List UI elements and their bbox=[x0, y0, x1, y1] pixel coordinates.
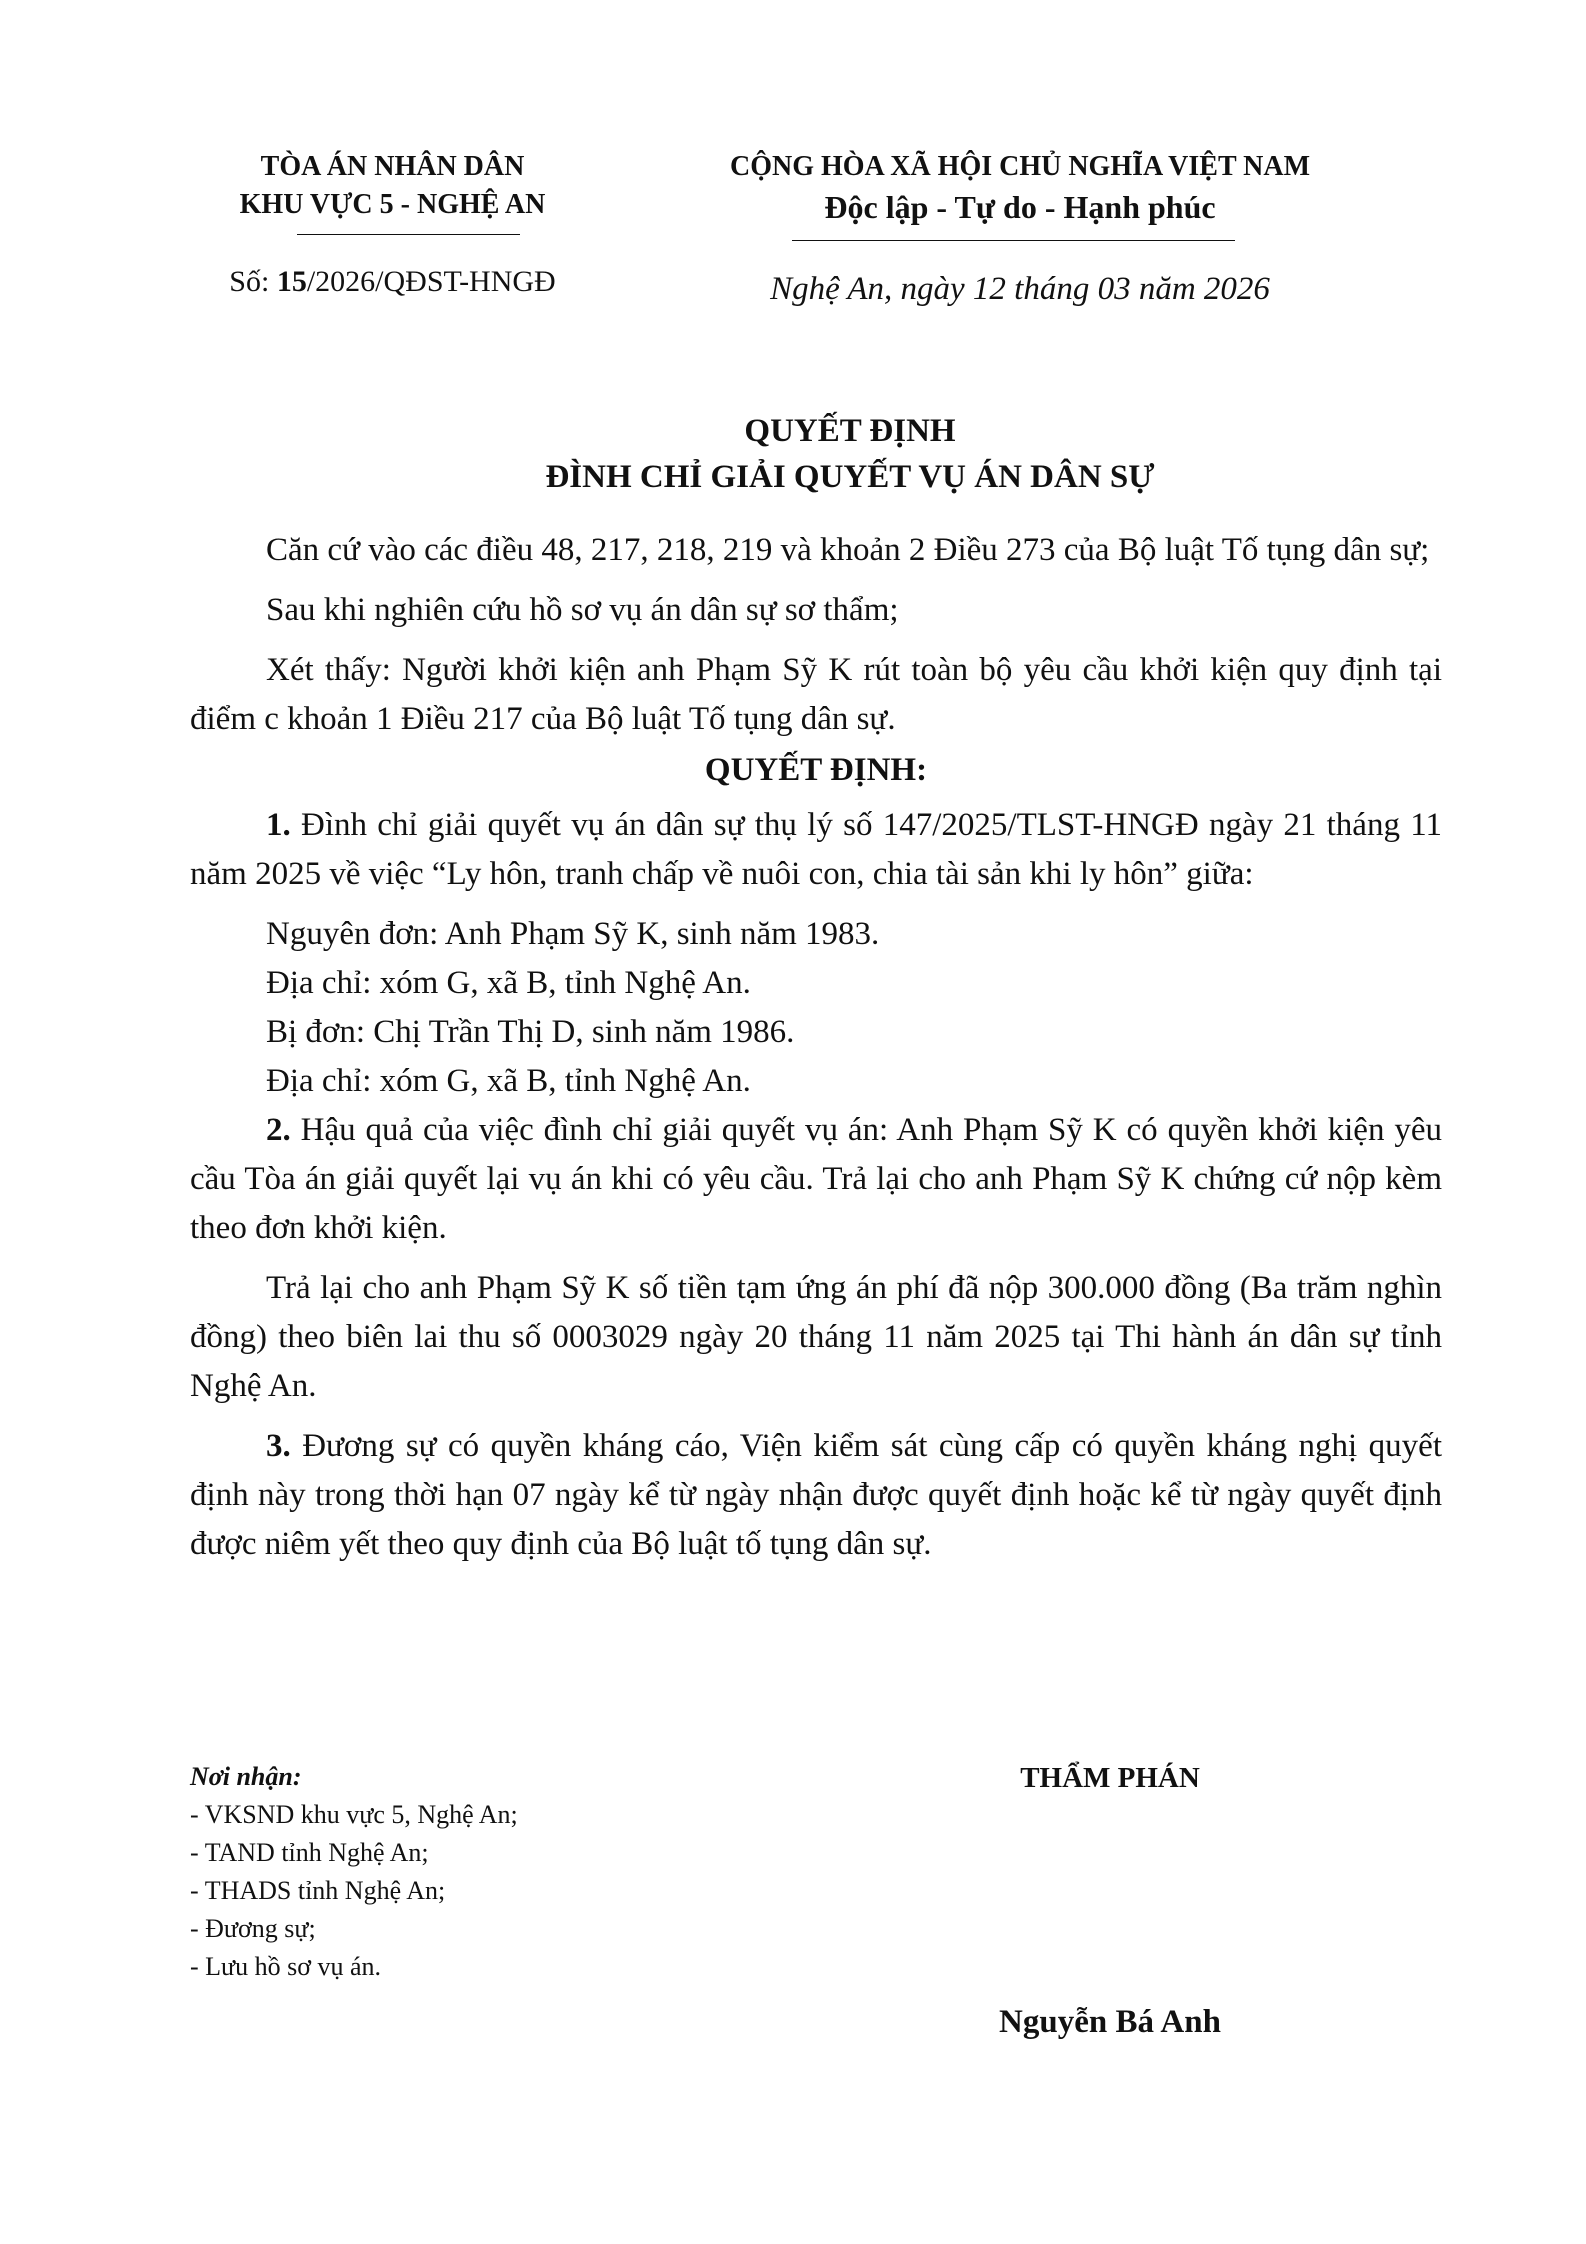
defendant-address: Địa chỉ: xóm G, xã B, tỉnh Nghệ An. bbox=[266, 1063, 751, 1099]
decision-heading: QUYẾT ĐỊNH: bbox=[704, 752, 928, 788]
item-3-number: 3. bbox=[266, 1428, 291, 1464]
national-motto: Độc lập - Tự do - Hạnh phúc bbox=[824, 189, 1216, 225]
review-paragraph: Sau khi nghiên cứu hồ sơ vụ án dân sự sơ thẩm; bbox=[266, 592, 899, 628]
court-underline bbox=[297, 234, 520, 235]
recipient-item: - THADS tỉnh Nghệ An; bbox=[190, 1876, 446, 1905]
refund-paragraph: Trả lại cho anh Phạm Sỹ K số tiền tạm ứng án phí đã nộp 300.000 đồng (Ba trăm nghìn đồng) theo biên lai thu số 0003029 ngày 20 tháng 11 năm 2025 tại Thi hành án dân sự tỉnh Nghệ An. bbox=[190, 1270, 1442, 1404]
document-title bbox=[180, 408, 1520, 500]
title-line2: ĐÌNH CHỈ GIẢI QUYẾT VỤ ÁN DÂN SỰ bbox=[545, 459, 1155, 495]
decision-item-1 bbox=[190, 801, 1442, 899]
national-header-block bbox=[640, 148, 1400, 228]
item-1-number: 1. bbox=[266, 807, 291, 843]
plaintiff-address: Địa chỉ: xóm G, xã B, tỉnh Nghệ An. bbox=[266, 965, 751, 1001]
item-3-text: Đương sự có quyền kháng cáo, Viện kiểm sát cùng cấp có quyền kháng nghị quyết định này trong thời hạn 07 ngày kể từ ngày nhận được quyết định hoặc kể từ ngày quyết định được niêm yết theo quy định của Bộ luật tố tụng dân sự. bbox=[190, 1428, 1442, 1562]
recipient-item: - TAND tỉnh Nghệ An; bbox=[190, 1838, 429, 1867]
place-date: Nghệ An, ngày 12 tháng 03 năm 2026 bbox=[770, 271, 1270, 307]
finding-paragraph: Xét thấy: Người khởi kiện anh Phạm Sỹ K rút toàn bộ yêu cầu khởi kiện quy định tại điểm c khoản 1 Điều 217 của Bộ luật Tố tụng dân sự. bbox=[190, 652, 1442, 737]
document-number bbox=[180, 262, 605, 302]
item-2-number: 2. bbox=[266, 1112, 291, 1148]
document-body bbox=[190, 526, 1442, 1569]
item-1-text: Đình chỉ giải quyết vụ án dân sự thụ lý số 147/2025/TLST-HNGĐ ngày 21 tháng 11 năm 2025 về việc “Ly hôn, tranh chấp về nuôi con, chia tài sản khi ly hôn” giữa: bbox=[190, 807, 1442, 892]
national-title: CỘNG HÒA XÃ HỘI CHỦ NGHĨA VIỆT NAM bbox=[729, 151, 1311, 182]
decision-item-3 bbox=[190, 1422, 1442, 1569]
recipient-item: - VKSND khu vực 5, Nghệ An; bbox=[190, 1800, 518, 1829]
recipients-label: Nơi nhận: bbox=[190, 1762, 302, 1791]
recipients-block bbox=[190, 1758, 750, 1986]
title-line1: QUYẾT ĐỊNH bbox=[744, 413, 956, 449]
defendant: Bị đơn: Chị Trần Thị D, sinh năm 1986. bbox=[266, 1014, 795, 1050]
motto-underline bbox=[792, 240, 1235, 241]
decision-item-2 bbox=[190, 1106, 1442, 1253]
signer-title: THẨM PHÁN bbox=[1020, 1762, 1200, 1794]
signer-name: Nguyễn Bá Anh bbox=[999, 2004, 1221, 2040]
recipient-item: - Đương sự; bbox=[190, 1914, 316, 1943]
court-name-line1: TÒA ÁN NHÂN DÂN bbox=[260, 151, 525, 182]
legal-basis-paragraph: Căn cứ vào các điều 48, 217, 218, 219 và khoản 2 Điều 273 của Bộ luật Tố tụng dân sự; bbox=[266, 532, 1430, 568]
court-name-line2: KHU VỰC 5 - NGHỆ AN bbox=[239, 189, 546, 220]
item-2-text: Hậu quả của việc đình chỉ giải quyết vụ án: Anh Phạm Sỹ K có quyền khởi kiện yêu cầu Tòa án giải quyết lại vụ án khi có yêu cầu. Trả lại cho anh Phạm Sỹ K chứng cứ nộp kèm theo đơn khởi kiện. bbox=[190, 1112, 1442, 1246]
document-number-suffix: /2026/QĐST-HNGĐ bbox=[306, 265, 556, 298]
plaintiff: Nguyên đơn: Anh Phạm Sỹ K, sinh năm 1983. bbox=[266, 916, 880, 952]
document-number-prefix: Số: bbox=[229, 265, 277, 298]
document-number-value: 15 bbox=[276, 265, 307, 298]
court-name-block bbox=[180, 148, 605, 224]
recipient-item: - Lưu hồ sơ vụ án. bbox=[190, 1952, 382, 1981]
